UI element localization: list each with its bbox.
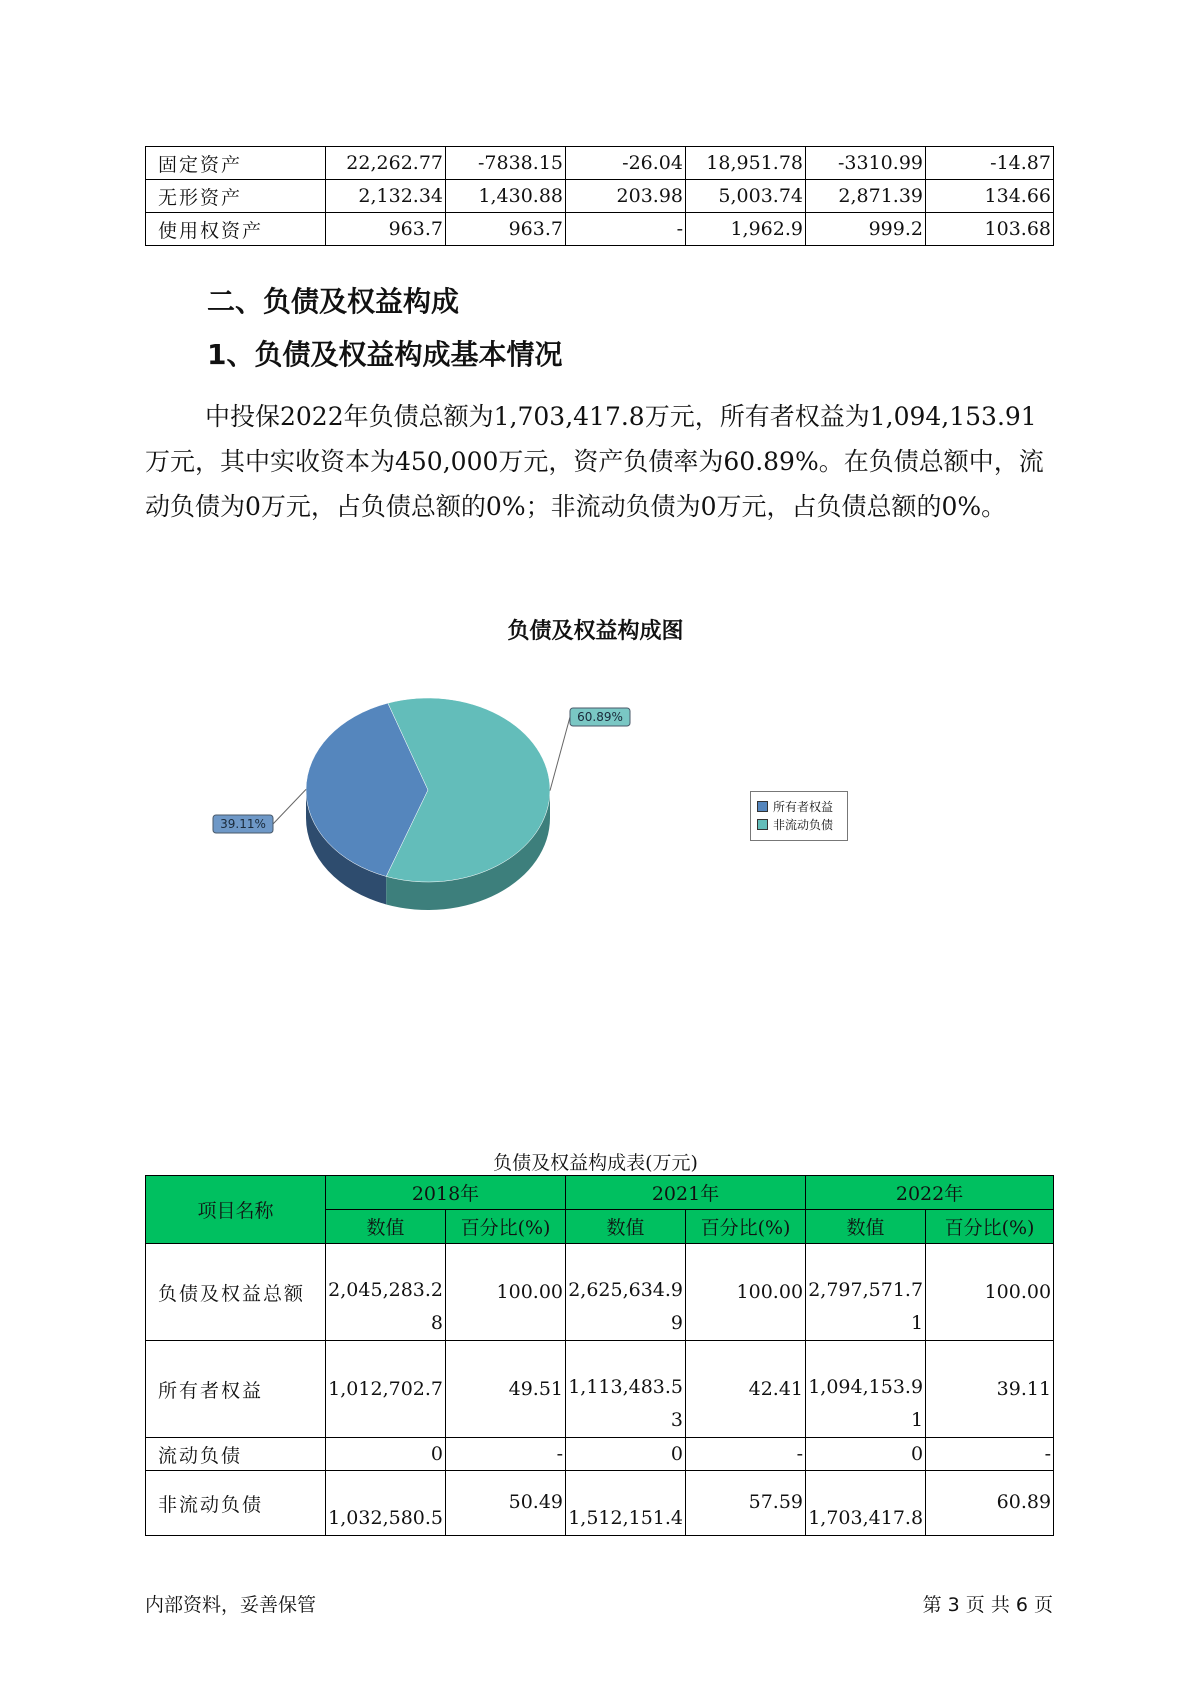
value-cell: 0 (806, 1438, 926, 1471)
row-label: 固定资产 (146, 147, 326, 180)
footer-note: 内部资料，妥善保管 (145, 1594, 317, 1616)
row-label: 非流动负债 (146, 1471, 326, 1536)
pie-label-leader (550, 717, 570, 791)
header-value: 数值 (566, 1210, 686, 1244)
value-cell: 1,032,580.5 (326, 1471, 446, 1536)
pie-value-label: 39.11% (220, 817, 266, 831)
cell: 22,262.77 (326, 147, 446, 180)
value-cell (326, 1341, 446, 1438)
cell: 2,132.34 (326, 180, 446, 213)
cell: -14.87 (926, 147, 1054, 180)
value-cell: 1,703,417.8 (806, 1471, 926, 1536)
legend-label: 非流动负债 (773, 817, 834, 832)
pct-cell: 50.49 (446, 1471, 566, 1536)
value-line: 1,012,702.7 (328, 1377, 443, 1400)
table-row (146, 213, 1054, 246)
pie-value-label: 60.89% (577, 710, 623, 724)
value-line: 2,045,283.2 (328, 1279, 443, 1301)
header-row (146, 1176, 1054, 1210)
table-row (146, 147, 1054, 180)
value-cell (566, 1341, 686, 1438)
legend-swatch-equity (757, 801, 768, 812)
chart-title: 负债及权益构成图 (507, 619, 684, 644)
header-year: 2021年 (566, 1176, 806, 1210)
body-paragraph: 中投保2022年负债总额为1,703,417.8万元，所有者权益为1,094,153.91万元，其中实收资本为450,000万元，资产负债率为60.89%。在负债总额中，流动负债为0万元，占负债总额的0%；非流动负债为0万元，占负债总额的0%。 (145, 402, 1044, 521)
pct-cell: - (686, 1438, 806, 1471)
cell: -3310.99 (806, 147, 926, 180)
cell: - (566, 213, 686, 246)
header-year: 2018年 (326, 1176, 566, 1210)
pie-group (213, 698, 630, 910)
value-cell: 1,512,151.4 (566, 1471, 686, 1536)
pie-label-leader (273, 789, 306, 824)
chart-legend (750, 791, 848, 841)
section-heading: 二、负债及权益构成 (207, 285, 460, 318)
header-item-name: 项目名称 (146, 1176, 326, 1244)
row-label: 流动负债 (146, 1438, 326, 1471)
asset-table (145, 146, 1054, 246)
value-line: 1 (910, 1312, 924, 1334)
page-number: 第 3 页 共 6 页 (922, 1594, 1053, 1616)
value-cell: 0 (566, 1438, 686, 1471)
value-cell (566, 1244, 686, 1341)
row-label: 无形资产 (146, 180, 326, 213)
liability-equity-table (145, 1175, 1054, 1536)
cell: 963.7 (446, 213, 566, 246)
header-value: 数值 (326, 1210, 446, 1244)
pct-cell: 39.11 (926, 1341, 1054, 1438)
value-cell (806, 1341, 926, 1438)
header-pct: 百分比(%) (926, 1210, 1054, 1244)
pct-cell: 49.51 (446, 1341, 566, 1438)
header-value: 数值 (806, 1210, 926, 1244)
cell: 203.98 (566, 180, 686, 213)
legend-item (757, 815, 841, 833)
value-line: 8 (430, 1312, 443, 1334)
pct-cell: - (926, 1438, 1054, 1471)
cell: -7838.15 (446, 147, 566, 180)
pie-chart (0, 660, 1191, 910)
cell: 1,962.9 (686, 213, 806, 246)
pct-cell: 42.41 (686, 1341, 806, 1438)
cell: 18,951.78 (686, 147, 806, 180)
pct-cell: - (446, 1438, 566, 1471)
pct-cell: 57.59 (686, 1471, 806, 1536)
value-line: 9 (670, 1312, 684, 1334)
table-row (146, 1341, 1054, 1438)
pct-cell: 100.00 (926, 1244, 1054, 1341)
cell: 2,871.39 (806, 180, 926, 213)
value-line: 3 (670, 1409, 684, 1431)
cell: 5,003.74 (686, 180, 806, 213)
cell: 103.68 (926, 213, 1054, 246)
pct-cell: 100.00 (446, 1244, 566, 1341)
pct-cell: 100.00 (686, 1244, 806, 1341)
value-cell (806, 1244, 926, 1341)
subsection-heading: 1、负债及权益构成基本情况 (207, 338, 563, 371)
value-line: 2,797,571.7 (808, 1279, 924, 1301)
legend-item (757, 797, 841, 815)
header-year: 2022年 (806, 1176, 1054, 1210)
cell: 1,430.88 (446, 180, 566, 213)
legend-label: 所有者权益 (773, 799, 834, 814)
header-pct: 百分比(%) (686, 1210, 806, 1244)
table-row (146, 1471, 1054, 1536)
cell: 963.7 (326, 213, 446, 246)
row-label: 所有者权益 (146, 1341, 326, 1438)
value-line: 1 (910, 1409, 924, 1431)
cell: -26.04 (566, 147, 686, 180)
table-caption: 负债及权益构成表(万元) (493, 1152, 698, 1174)
row-label: 使用权资产 (146, 213, 326, 246)
cell: 999.2 (806, 213, 926, 246)
value-line: 1,094,153.9 (808, 1376, 924, 1398)
row-label: 负债及权益总额 (146, 1244, 326, 1341)
value-line: 1,113,483.5 (568, 1376, 684, 1398)
cell: 134.66 (926, 180, 1054, 213)
pct-cell: 60.89 (926, 1471, 1054, 1536)
value-cell (326, 1244, 446, 1341)
value-cell: 0 (326, 1438, 446, 1471)
header-pct: 百分比(%) (446, 1210, 566, 1244)
legend-swatch-noncurrent (757, 819, 768, 830)
value-line: 2,625,634.9 (568, 1279, 684, 1301)
table-row (146, 1244, 1054, 1341)
table-row (146, 1438, 1054, 1471)
table-row (146, 180, 1054, 213)
